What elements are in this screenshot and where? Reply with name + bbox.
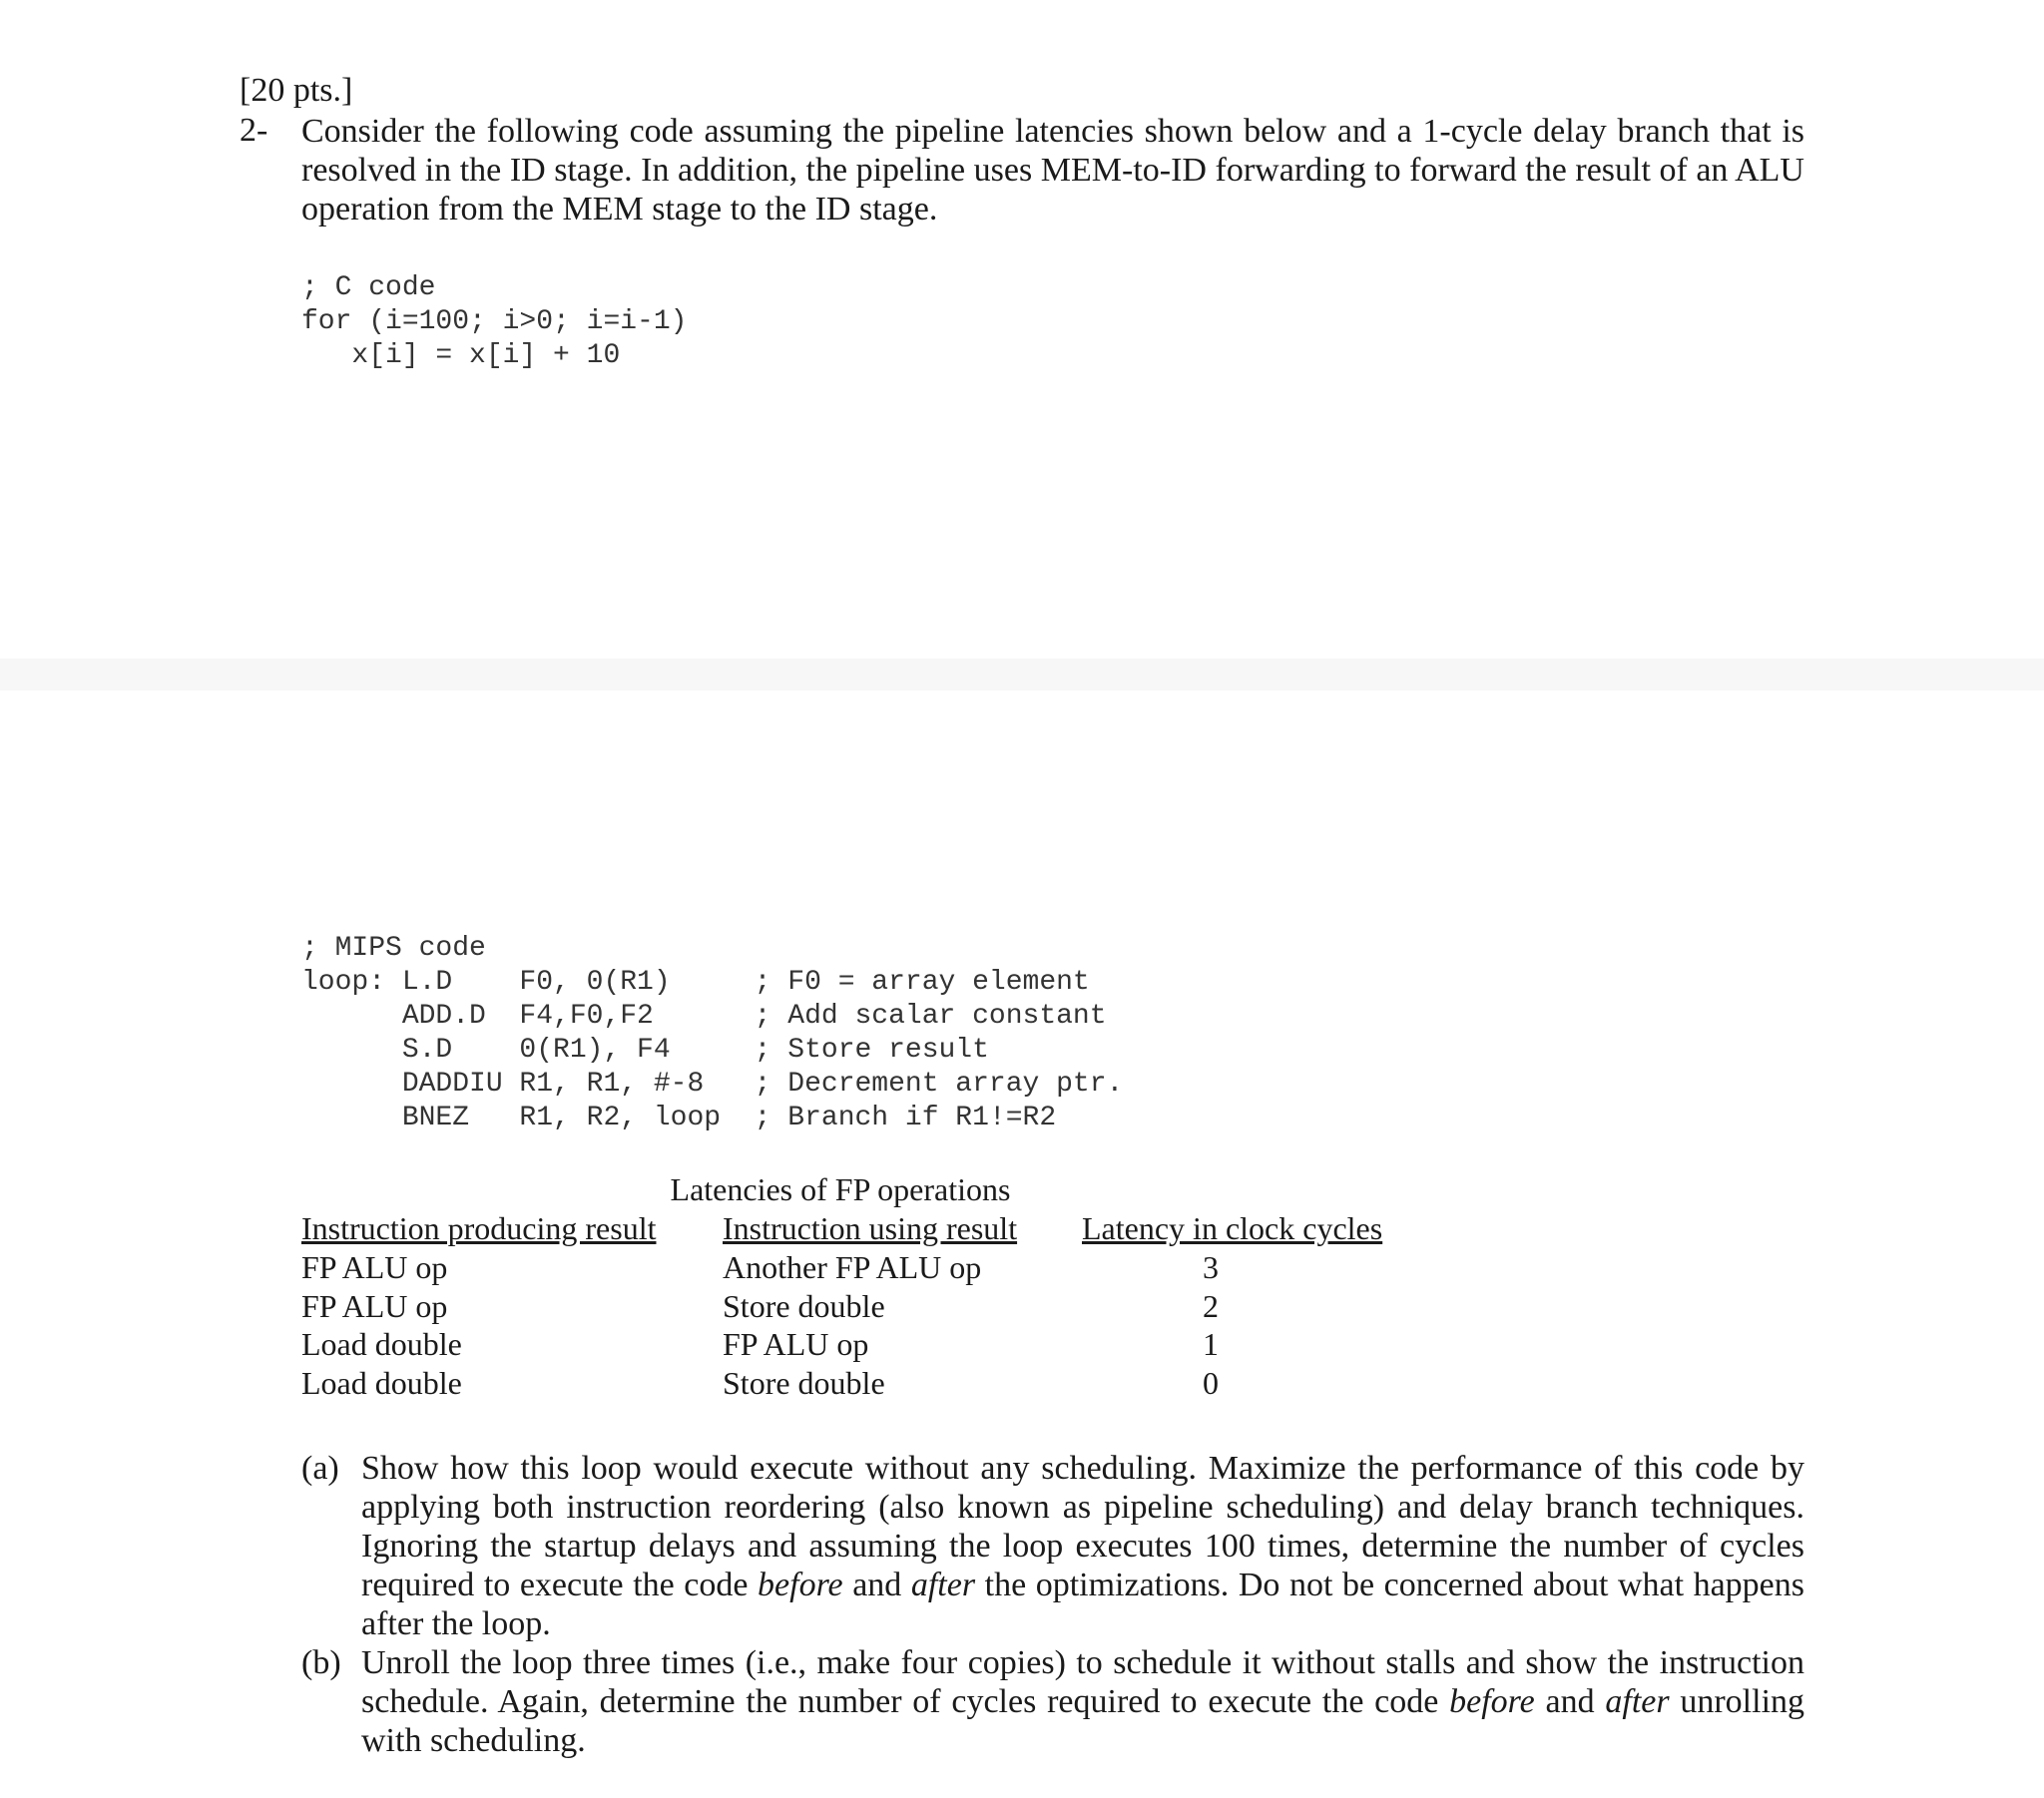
part-line: Show how this loop would execute without any scheduling. Maximize the performance of this code by (361, 1450, 1804, 1487)
part-a-text (361, 1449, 1804, 1643)
part-line: Unroll the loop three times (i.e., make four copies) to schedule it without stalls and show the instruction (361, 1644, 1804, 1681)
table-cell: FP ALU op (301, 1249, 448, 1285)
part-line: required to execute the code before and after the optimizations. Do not be concerned about what happens (361, 1567, 1804, 1603)
mips-code-block (301, 932, 1123, 1135)
question-line: operation from the MEM stage to the ID stage. (301, 191, 938, 227)
table-title: Latencies of FP operations (670, 1171, 1011, 1207)
table-column-user (723, 1248, 981, 1402)
table-cell: 0 (1203, 1364, 1219, 1401)
table-cell: FP ALU op (301, 1287, 448, 1324)
part-b-label: (b) (301, 1644, 341, 1681)
part-line: after the loop. (361, 1605, 551, 1642)
code-line: ADD.D F4,F0,F2 ; Add scalar constant (301, 1001, 1107, 1032)
table-header-user: Instruction using result (723, 1210, 1018, 1246)
table-header-producer: Instruction producing result (301, 1210, 657, 1246)
part-line: with scheduling. (361, 1722, 586, 1759)
code-line: loop: L.D F0, 0(R1) ; F0 = array element (301, 967, 1090, 998)
table-cell: FP ALU op (723, 1326, 869, 1362)
code-line: ; MIPS code (301, 933, 486, 964)
part-line: applying both instruction reordering (also known as pipeline scheduling) and delay branch techniques. (361, 1489, 1804, 1526)
table-cell: 1 (1203, 1326, 1219, 1362)
code-line: BNEZ R1, R2, loop ; Branch if R1!=R2 (301, 1103, 1057, 1133)
part-line: Ignoring the startup delays and assuming the loop executes 100 times, determine the number of cycles (361, 1528, 1804, 1565)
question-line: resolved in the ID stage. In addition, the pipeline uses MEM-to-ID forwarding to forward the result of an ALU (301, 152, 1804, 189)
c-code-block (301, 271, 687, 373)
table-cell: 3 (1203, 1249, 1219, 1285)
code-line: S.D 0(R1), F4 ; Store result (301, 1035, 989, 1066)
part-line: schedule. Again, determine the number of cycles required to execute the code before and after unrolling (361, 1683, 1805, 1720)
code-line: ; C code (301, 272, 436, 303)
table-cell: Load double (301, 1326, 462, 1362)
question-line: Consider the following code assuming the pipeline latencies shown below and a 1-cycle delay branch that is (301, 113, 1804, 150)
question-number: 2- (240, 112, 268, 149)
code-line: for (i=100; i>0; i=i-1) (301, 306, 688, 337)
page-separator (0, 659, 2044, 690)
table-cell: Load double (301, 1364, 462, 1401)
table-cell: Store double (723, 1287, 885, 1324)
part-b-text (361, 1643, 1804, 1760)
table-cell: 2 (1203, 1287, 1219, 1324)
table-header-latency: Latency in clock cycles (1082, 1210, 1383, 1246)
question-text (301, 112, 1804, 228)
part-a-label: (a) (301, 1450, 339, 1487)
table-cell: Store double (723, 1364, 885, 1401)
code-line: x[i] = x[i] + 10 (301, 340, 621, 371)
points-label: [20 pts.] (240, 72, 353, 109)
table-column-producer (301, 1248, 462, 1402)
table-cell: Another FP ALU op (723, 1249, 982, 1285)
table-column-latency (1198, 1248, 1224, 1402)
code-line: DADDIU R1, R1, #-8 ; Decrement array ptr. (301, 1069, 1124, 1100)
